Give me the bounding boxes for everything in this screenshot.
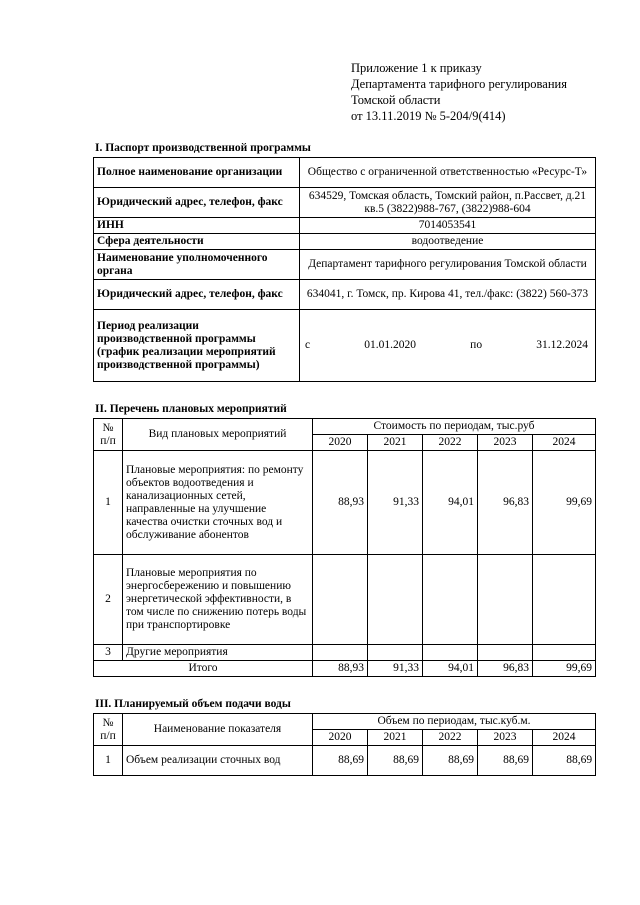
passport-value: водоотведение [300,234,596,250]
row-value: 96,83 [478,451,533,555]
table-header-row [94,714,596,730]
row-value: 88,69 [423,746,478,776]
table-row [94,746,596,776]
appendix-line: от 13.11.2019 № 5-204/9(414) [351,109,506,123]
table-row [94,188,596,218]
table-row [94,645,596,661]
appendix-line: Приложение 1 к приказу [351,61,482,75]
passport-value: 634529, Томская область, Томский район, п.Рассвет, д.21 кв.5 (3822)988-767, (3822)988-604 [300,188,596,218]
table-row [94,280,596,310]
table-row [94,158,596,188]
total-value: 96,83 [478,661,533,677]
col-header-volume: Объем по периодам, тыс.куб.м. [313,714,596,730]
row-name: Другие мероприятия [123,645,313,661]
table-row [94,555,596,645]
row-value: 94,01 [423,451,478,555]
col-header-year: 2023 [478,730,533,746]
passport-value: Департамент тарифного регулирования Томской области [300,250,596,280]
row-value: 88,69 [533,746,596,776]
table-header-row [94,419,596,435]
row-value: 88,69 [368,746,423,776]
row-value: 88,69 [478,746,533,776]
passport-value: 7014053541 [300,218,596,234]
appendix-header [351,60,567,124]
row-value [533,645,596,661]
row-name: Плановые мероприятия по энергосбережению и повышению энергетической эффективности, в том числе по снижению потерь воды при транспортировке [123,555,313,645]
row-value [478,555,533,645]
total-label: Итого [94,661,313,677]
row-value: 88,69 [313,746,368,776]
period-label: Период реализации производственной программы (график реализации мероприятий производственной программы) [94,310,300,382]
col-header-num: № п/п [94,714,123,746]
passport-value: 634041, г. Томск, пр. Кирова 41, тел./факс: (3822) 560-373 [300,280,596,310]
appendix-line: Департамента тарифного регулирования [351,77,567,91]
total-value: 91,33 [368,661,423,677]
table-row [94,234,596,250]
row-value [368,645,423,661]
row-name: Объем реализации сточных вод [123,746,313,776]
passport-value: Общество с ограниченной ответственностью «Ресурс-Т» [300,158,596,188]
appendix-line: Томской области [351,93,441,107]
col-header-name: Вид плановых мероприятий [123,419,313,451]
col-header-year: 2021 [368,435,423,451]
water-volume-table [93,713,596,776]
row-value [313,645,368,661]
passport-label: ИНН [94,218,300,234]
col-header-year: 2020 [313,730,368,746]
row-value: 88,93 [313,451,368,555]
col-header-num: № п/п [94,419,123,451]
table-row [94,250,596,280]
measures-table [93,418,596,677]
total-value: 94,01 [423,661,478,677]
row-value: 91,33 [368,451,423,555]
passport-label: Юридический адрес, телефон, факс [94,188,300,218]
row-value [423,555,478,645]
col-header-year: 2024 [533,730,596,746]
row-num: 1 [94,451,123,555]
period-value [300,310,596,382]
table-row [94,218,596,234]
total-value: 99,69 [533,661,596,677]
row-num: 1 [94,746,123,776]
section-2-title: II. Перечень плановых мероприятий [95,403,287,415]
passport-table [93,157,596,382]
table-row [94,310,596,382]
table-row [94,451,596,555]
col-header-year: 2022 [423,435,478,451]
row-num: 2 [94,555,123,645]
col-header-year: 2022 [423,730,478,746]
total-value: 88,93 [313,661,368,677]
section-1-title: I. Паспорт производственной программы [95,142,311,154]
passport-label: Юридический адрес, телефон, факс [94,280,300,310]
period-from-word: с [305,339,311,351]
row-value [313,555,368,645]
col-header-cost: Стоимость по периодам, тыс.руб [313,419,596,435]
row-num: 3 [94,645,123,661]
row-value [478,645,533,661]
passport-label: Наименование уполномоченного органа [94,250,300,280]
period-to-word: по [470,339,483,351]
passport-label: Полное наименование организации [94,158,300,188]
period-to-date: 31.12.2024 [536,339,588,351]
row-value [533,555,596,645]
col-header-year: 2023 [478,435,533,451]
col-header-name: Наименование показателя [123,714,313,746]
col-header-year: 2021 [368,730,423,746]
row-value [423,645,478,661]
section-3-title: III. Планируемый объем подачи воды [95,698,291,710]
row-value: 99,69 [533,451,596,555]
row-value [368,555,423,645]
col-header-year: 2024 [533,435,596,451]
col-header-year: 2020 [313,435,368,451]
row-name: Плановые мероприятия: по ремонту объектов водоотведения и канализационных сетей, направленные на улучшение качества очистки сточных вод и обслуживание абонентов [123,451,313,555]
period-from-date: 01.01.2020 [364,339,417,351]
passport-label: Сфера деятельности [94,234,300,250]
total-row [94,661,596,677]
